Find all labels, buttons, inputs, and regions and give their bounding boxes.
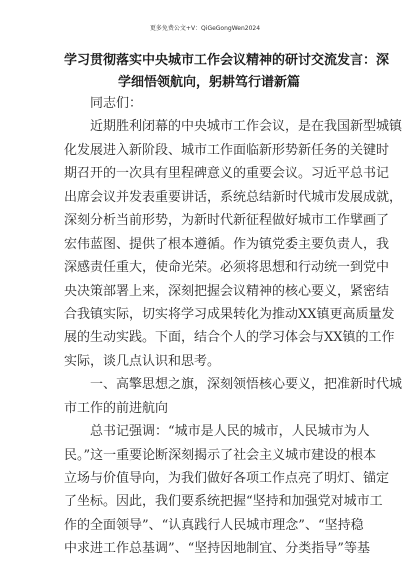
paragraph-line: 合我镇实际，切实将学习成果转化为推动XX镇更高质量发 bbox=[64, 306, 395, 322]
paragraph-line: 化发展进入新阶段、城市工作面临新形势新任务的关键时 bbox=[64, 142, 390, 158]
paragraph-line: 总书记强调：“城市是人民的城市，人民城市为人 bbox=[90, 424, 370, 440]
paragraph-line: 展的生动实践。下面，结合个人的学习体会与XX镇的工作 bbox=[64, 330, 395, 346]
paragraph-line: 实际，谈几点认识和思考。 bbox=[64, 353, 221, 369]
paragraph-line: 近期胜利闭幕的中央城市工作会议，是在我国新型城镇 bbox=[90, 119, 403, 135]
salutation: 同志们： bbox=[90, 96, 143, 111]
title-line: 学习贯彻落实中央城市工作会议精神的研讨交流发言：深 bbox=[64, 53, 390, 68]
paragraph-line: 民。”这一重要论断深刻揭示了社会主义城市建设的根本 bbox=[64, 447, 377, 463]
page-header: 更多免费公文+V：QiGeGongWen2024 bbox=[149, 25, 261, 32]
section-heading-line: 一、高擎思想之旗，深刻领悟核心要义，把准新时代城 bbox=[90, 377, 403, 393]
paragraph-line: 期召开的一次具有里程碑意义的重要会议。习近平总书记 bbox=[64, 166, 390, 182]
paragraph-line: 深刻分析当前形势，为新时代新征程做好城市工作擘画了 bbox=[64, 213, 390, 229]
paragraph-line: 央决策部署上来，深刻把握会议精神的核心要义，紧密结 bbox=[64, 283, 390, 299]
paragraph-line: 出席会议并发表重要讲话，系统总结新时代城市发展成就， bbox=[64, 189, 403, 205]
paragraph-line: 作的全面领导”、“认真践行人民城市理念”、“坚持稳 bbox=[64, 517, 364, 533]
paragraph-line: 深感责任重大，使命光荣。必须将思想和行动统一到党中 bbox=[64, 260, 390, 276]
paragraph-line: 立场与价值导向，为我们做好各项工作点亮了明灯、锚定 bbox=[64, 471, 390, 486]
title-line: 学细悟领航向，躬耕笃行谱新篇 bbox=[117, 75, 300, 90]
document-body bbox=[64, 92, 403, 561]
document-title bbox=[64, 50, 390, 94]
paragraph-line: 宏伟蓝图、提供了根本遵循。作为镇党委主要负责人，我 bbox=[64, 236, 390, 252]
paragraph-line: 了坐标。因此，我们要系统把握“坚持和加强党对城市工 bbox=[64, 494, 383, 510]
paragraph-line: 中求进工作总基调”、“坚持因地制宜、分类指导”等基 bbox=[64, 541, 370, 557]
section-heading-line: 市工作的前进航向 bbox=[64, 400, 169, 416]
